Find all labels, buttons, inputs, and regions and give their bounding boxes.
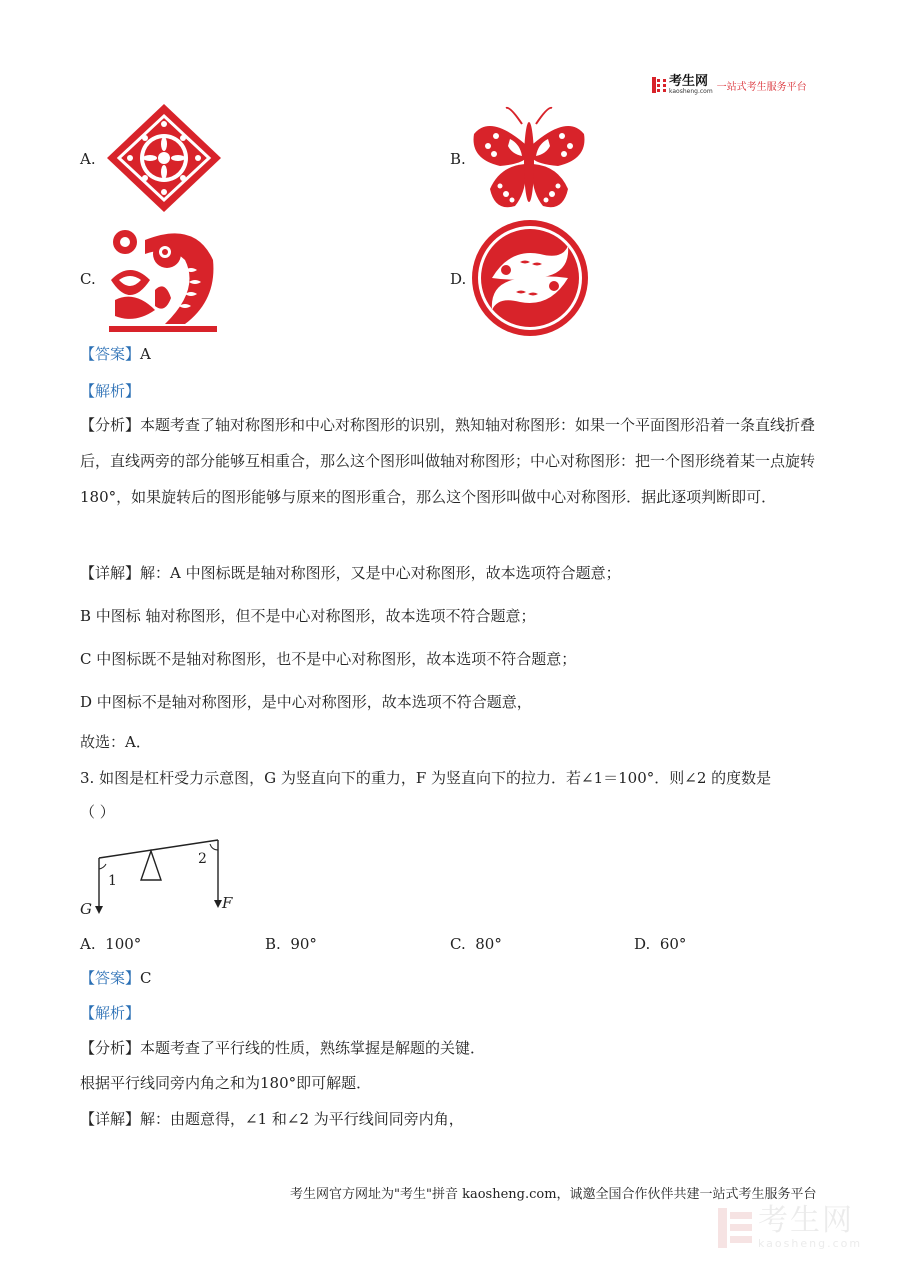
lever-diagram xyxy=(78,832,248,924)
option-d-label: D. xyxy=(450,270,467,288)
force-g-label: G xyxy=(80,900,92,918)
q2-xiangjie-line-1 xyxy=(80,566,621,581)
q3-option-c xyxy=(450,935,502,953)
q2-fenxi-tag: 【分析】 xyxy=(80,416,141,434)
force-f-label: F xyxy=(222,894,233,912)
q2-xiangjie-line-4: D 中图标不是轴对称图形，是中心对称图形，故本选项不符合题意， xyxy=(80,693,532,711)
q3-fenxi-tag: 【分析】 xyxy=(80,1039,141,1057)
q3-option-a-value: 100° xyxy=(105,935,142,953)
q3-fenxi-text: 本题考查了平行线的性质，熟练掌握是解题的关键． xyxy=(140,1039,486,1057)
q3-analysis-tag: 【解析】 xyxy=(80,1004,141,1022)
watermark-name: 考生网 xyxy=(758,1203,854,1238)
brand-name: 考生网 xyxy=(669,73,709,89)
butterfly-papercut xyxy=(470,104,588,216)
q3-option-c-label: C. xyxy=(450,935,466,953)
q3-answer-value: C xyxy=(140,969,152,987)
option-a-label: A. xyxy=(80,150,96,168)
q2-analysis-tag: 【解析】 xyxy=(80,382,141,400)
twin-fish-circle-papercut xyxy=(470,218,590,338)
q3-option-b-label: B. xyxy=(265,935,281,953)
q3-answer xyxy=(80,971,152,986)
q3-xiangjie-text: 解：由题意得，∠1 和∠2 为平行线间同旁内角， xyxy=(140,1110,464,1128)
q3-stem-line-1: 3. 如图是杠杆受力示意图，G 为竖直向下的重力，F 为竖直向下的拉力．若∠1＝100°．则∠2 的度数是 xyxy=(80,769,772,787)
watermark-domain: kaosheng.com xyxy=(758,1237,863,1250)
q2-answer-value: A xyxy=(140,345,151,363)
q3-analysis-line-2: 根据平行线同旁内角之和为180°即可解题． xyxy=(80,1074,372,1092)
q3-fenxi-line xyxy=(80,1041,485,1056)
angle-2-label: 2 xyxy=(198,851,207,867)
q3-option-a xyxy=(80,935,141,953)
angle-1-label: 1 xyxy=(108,873,117,889)
watermark xyxy=(718,1205,862,1250)
q2-conclusion: 故选：A． xyxy=(80,733,151,751)
diamond-flower-papercut xyxy=(105,102,223,214)
q2-answer-tag: 【答案】 xyxy=(80,345,141,363)
fish-lotus-papercut xyxy=(105,220,220,335)
q3-option-c-value: 80° xyxy=(475,935,502,953)
option-c-label: C. xyxy=(80,270,96,288)
q3-xiangjie-tag: 【详解】 xyxy=(80,1110,141,1128)
q3-option-a-label: A. xyxy=(80,935,96,953)
q2-xiangjie-line-2: B 中图标 轴对称图形，但不是中心对称图形，故本选项不符合题意； xyxy=(80,607,536,625)
header-logo xyxy=(652,74,807,96)
q2-fenxi-text: 本题考查了轴对称图形和中心对称图形的识别，熟知轴对称图形：如果一个平面图形沿着一条直线折叠后，直线两旁的部分能够互相重合，那么这个图形叫做轴对称图形；中心对称图形：把一个图形绕着某一点旋转180°，如果旋转后的图形能够与原来的图形重合，那么这个图形叫做中心对称图形．据此逐项判断即可． xyxy=(80,416,816,506)
watermark-logo-icon xyxy=(718,1208,752,1248)
q2-xiangjie-tag: 【详解】 xyxy=(80,564,141,582)
q3-option-b-value: 90° xyxy=(290,935,317,953)
q2-answer xyxy=(80,347,151,362)
q3-stem-line-2: （ ） xyxy=(80,803,115,821)
q3-option-b xyxy=(265,935,317,953)
q3-answer-tag: 【答案】 xyxy=(80,969,141,987)
brand-logo-icon xyxy=(652,77,666,93)
brand-slogan: 一站式考生服务平台 xyxy=(716,81,807,93)
footer-text: 考生网官方网址为"考生"拼音 kaosheng.com，诚邀全国合作伙伴共建一站式考生服务平台 xyxy=(290,1187,817,1202)
q3-option-d-label: D. xyxy=(634,935,651,953)
q2-fenxi-paragraph xyxy=(80,407,820,515)
q2-xiangjie-text-1: 解：A 中图标既是轴对称图形，又是中心对称图形，故本选项符合题意； xyxy=(140,564,621,582)
q3-option-d-value: 60° xyxy=(659,935,687,953)
q3-option-d xyxy=(634,935,686,953)
q2-xiangjie-line-3: C 中图标既不是轴对称图形，也不是中心对称图形，故本选项不符合题意； xyxy=(80,650,577,668)
option-b-label: B. xyxy=(450,150,466,168)
brand-domain: kaosheng.com xyxy=(669,87,713,95)
q3-xiangjie-line xyxy=(80,1112,464,1127)
